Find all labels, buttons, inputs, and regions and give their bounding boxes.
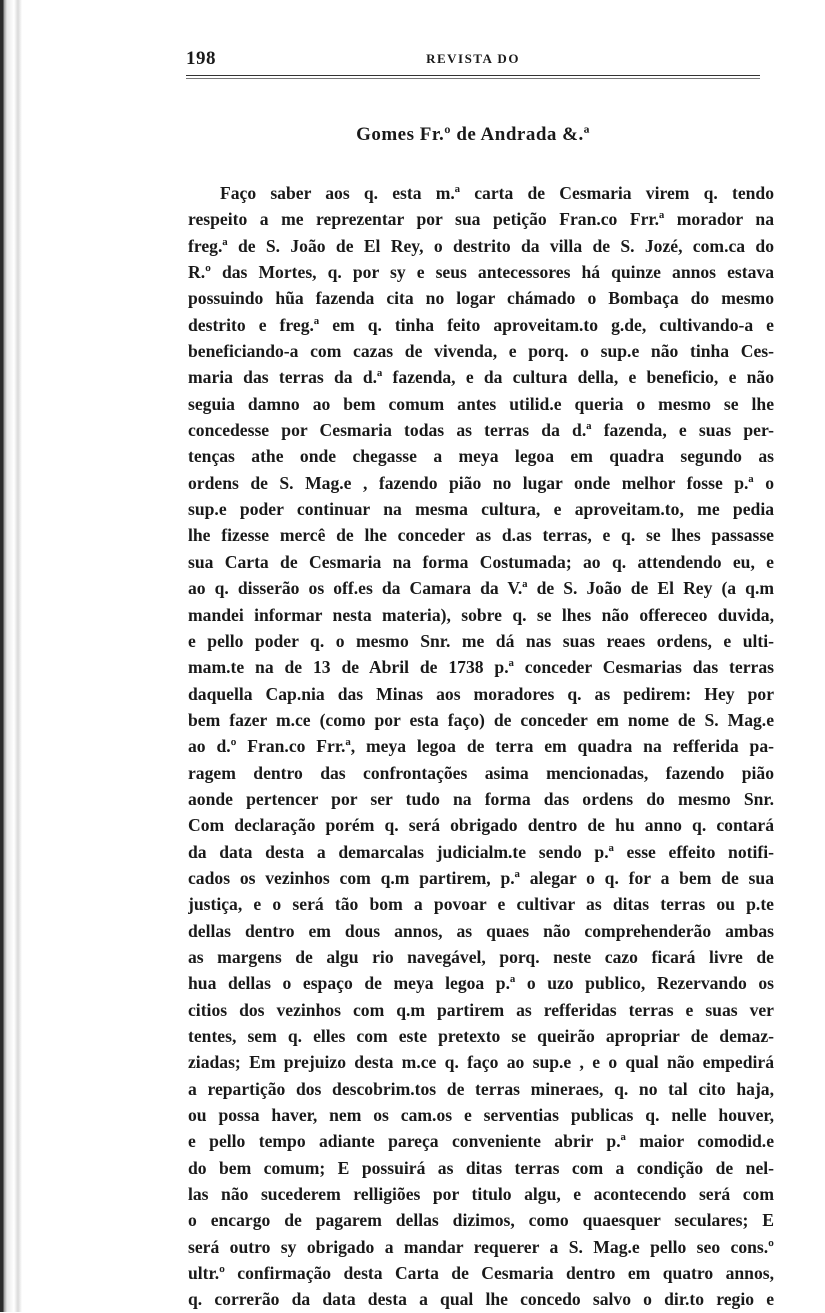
text-line: aonde pertencer por ser tudo na forma das ordens do mesmo Snr. bbox=[188, 788, 774, 809]
text-line: será outro sy obrigado a mandar requerer a S. Mag.e pello seo cons.º bbox=[188, 1236, 774, 1257]
text-line: dellas dentro em dous annos, as quaes não comprehenderão ambas bbox=[188, 920, 774, 941]
text-line: o encargo de pagarem dellas dizimos, como quaesquer seculares; E bbox=[188, 1210, 774, 1231]
text-line: citios dos vezinhos com q.m partirem as refferidas terras e suas ver bbox=[188, 999, 774, 1020]
text-line: concedesse por Cesmaria todas as terras da d.ª fazenda, e suas per- bbox=[188, 420, 774, 441]
text-line: tenças athe onde chegasse a meya legoa em quadra segundo as bbox=[188, 446, 774, 467]
page-gutter-shadow bbox=[0, 0, 22, 1312]
text-line: bem fazer m.ce (como por esta faço) de conceder em nome de S. Mag.e bbox=[188, 709, 774, 730]
text-line: seguia damno ao bem comum antes utilid.e queria o mesmo se lhe bbox=[188, 393, 774, 414]
text-line: tentes, sem q. elles com este pretexto se queirão apropriar de demaz- bbox=[188, 1026, 774, 1046]
text-line: do bem comum; E possuirá as ditas terras com a condição de nel- bbox=[188, 1157, 774, 1178]
text-line: hua dellas o espaço de meya legoa p.ª o uzo publico, Rezervando os bbox=[188, 973, 774, 994]
text-line: justiça, e o será tão bom a povoar e cultivar as ditas terras ou p.te bbox=[188, 894, 774, 915]
header-rule-secondary bbox=[186, 78, 760, 79]
text-line: respeito a me reprezentar por sua petição Fran.co Frr.ª morador na bbox=[188, 209, 774, 230]
text-line: e pello poder q. o mesmo Snr. me dá nas suas reaes ordens, e ulti- bbox=[188, 630, 774, 651]
text-line: las não sucederem relligiões por titulo algu, e acontecendo será com bbox=[188, 1184, 774, 1205]
text-line: da data desta a demarcalas judicialm.te sendo p.ª esse effeito notifi- bbox=[188, 841, 774, 862]
text-line: ou possa haver, nem os cam.os e serventias publicas q. nelle houver, bbox=[188, 1105, 774, 1126]
article-heading: Gomes Fr.º de Andrada &.ª bbox=[356, 124, 590, 145]
text-line: a repartição dos descobrim.tos de terras mineraes, q. no tal cito haja, bbox=[188, 1078, 774, 1099]
text-line: as margens de algu rio navegável, porq. neste cazo ficará livre de bbox=[188, 946, 774, 967]
journal-title: REVISTA DO bbox=[426, 51, 520, 66]
text-line: daquella Cap.nia das Minas aos moradores q. as pedirem: Hey por bbox=[188, 683, 774, 704]
header-rule bbox=[186, 75, 760, 76]
text-line: ultr.º confirmação desta Carta de Cesmaria dentro em quatro annos, bbox=[188, 1263, 774, 1284]
text-line: Com declaração porém q. será obrigado dentro de hu anno q. contará bbox=[188, 815, 774, 836]
page-number: 198 bbox=[186, 48, 216, 69]
text-line: ragem dentro das confrontações asima mencionadas, fazendo pião bbox=[188, 762, 774, 783]
text-line: beneficiando-a com cazas de vivenda, e porq. o sup.e não tinha Ces- bbox=[188, 341, 774, 362]
text-line: sua Carta de Cesmaria na forma Costumada; ao q. attendendo eu, e bbox=[188, 551, 774, 572]
text-line: destrito e freg.ª em q. tinha feito aproveitam.to g.de, cultivando-a e bbox=[188, 314, 774, 335]
text-line: ao q. disserão os off.es da Camara da V.ª de S. João de El Rey (a q.m bbox=[188, 578, 774, 599]
text-line: ziadas; Em prejuizo desta m.ce q. faço ao sup.e , e o qual não empedirá bbox=[188, 1052, 774, 1073]
text-line: e pello tempo adiante pareça conveniente abrir p.ª maior comodid.e bbox=[188, 1131, 774, 1152]
text-line: q. correrão da data desta a qual lhe concedo salvo o dir.to regio e bbox=[188, 1289, 774, 1310]
text-line: mandei informar nesta materia), sobre q. se lhes não offereceo duvida, bbox=[188, 604, 774, 625]
text-line: ordens de S. Mag.e , fazendo pião no lugar onde melhor fosse p.ª o bbox=[188, 472, 774, 493]
text-line: R.º das Mortes, q. por sy e seus antecessores há quinze annos estava bbox=[188, 262, 774, 283]
text-line: mam.te na de 13 de Abril de 1738 p.ª conceder Cesmarias das terras bbox=[188, 657, 774, 678]
text-line: freg.ª de S. João de El Rey, o destrito da villa de S. Jozé, com.ca do bbox=[188, 235, 774, 256]
running-head bbox=[186, 48, 760, 74]
text-line: sup.e poder continuar na mesma cultura, e aproveitam.to, me pedia bbox=[188, 499, 774, 520]
text-line: maria das terras da d.ª fazenda, e da cultura della, e beneficio, e não bbox=[188, 367, 774, 388]
text-line: cados os vezinhos com q.m partirem, p.ª alegar o q. for a bem de sua bbox=[188, 867, 774, 888]
text-line: lhe fizesse mercê de lhe conceder as d.as terras, e q. se lhes passasse bbox=[188, 525, 774, 546]
text-line: possuindo hũa fazenda cita no logar chámado o Bombaça do mesmo bbox=[188, 288, 774, 309]
text-line: ao d.º Fran.co Frr.ª, meya legoa de terra em quadra na refferida pa- bbox=[188, 736, 774, 757]
text-line: Faço saber aos q. esta m.ª carta de Cesmaria virem q. tendo bbox=[220, 183, 774, 203]
article-body bbox=[188, 180, 774, 1313]
